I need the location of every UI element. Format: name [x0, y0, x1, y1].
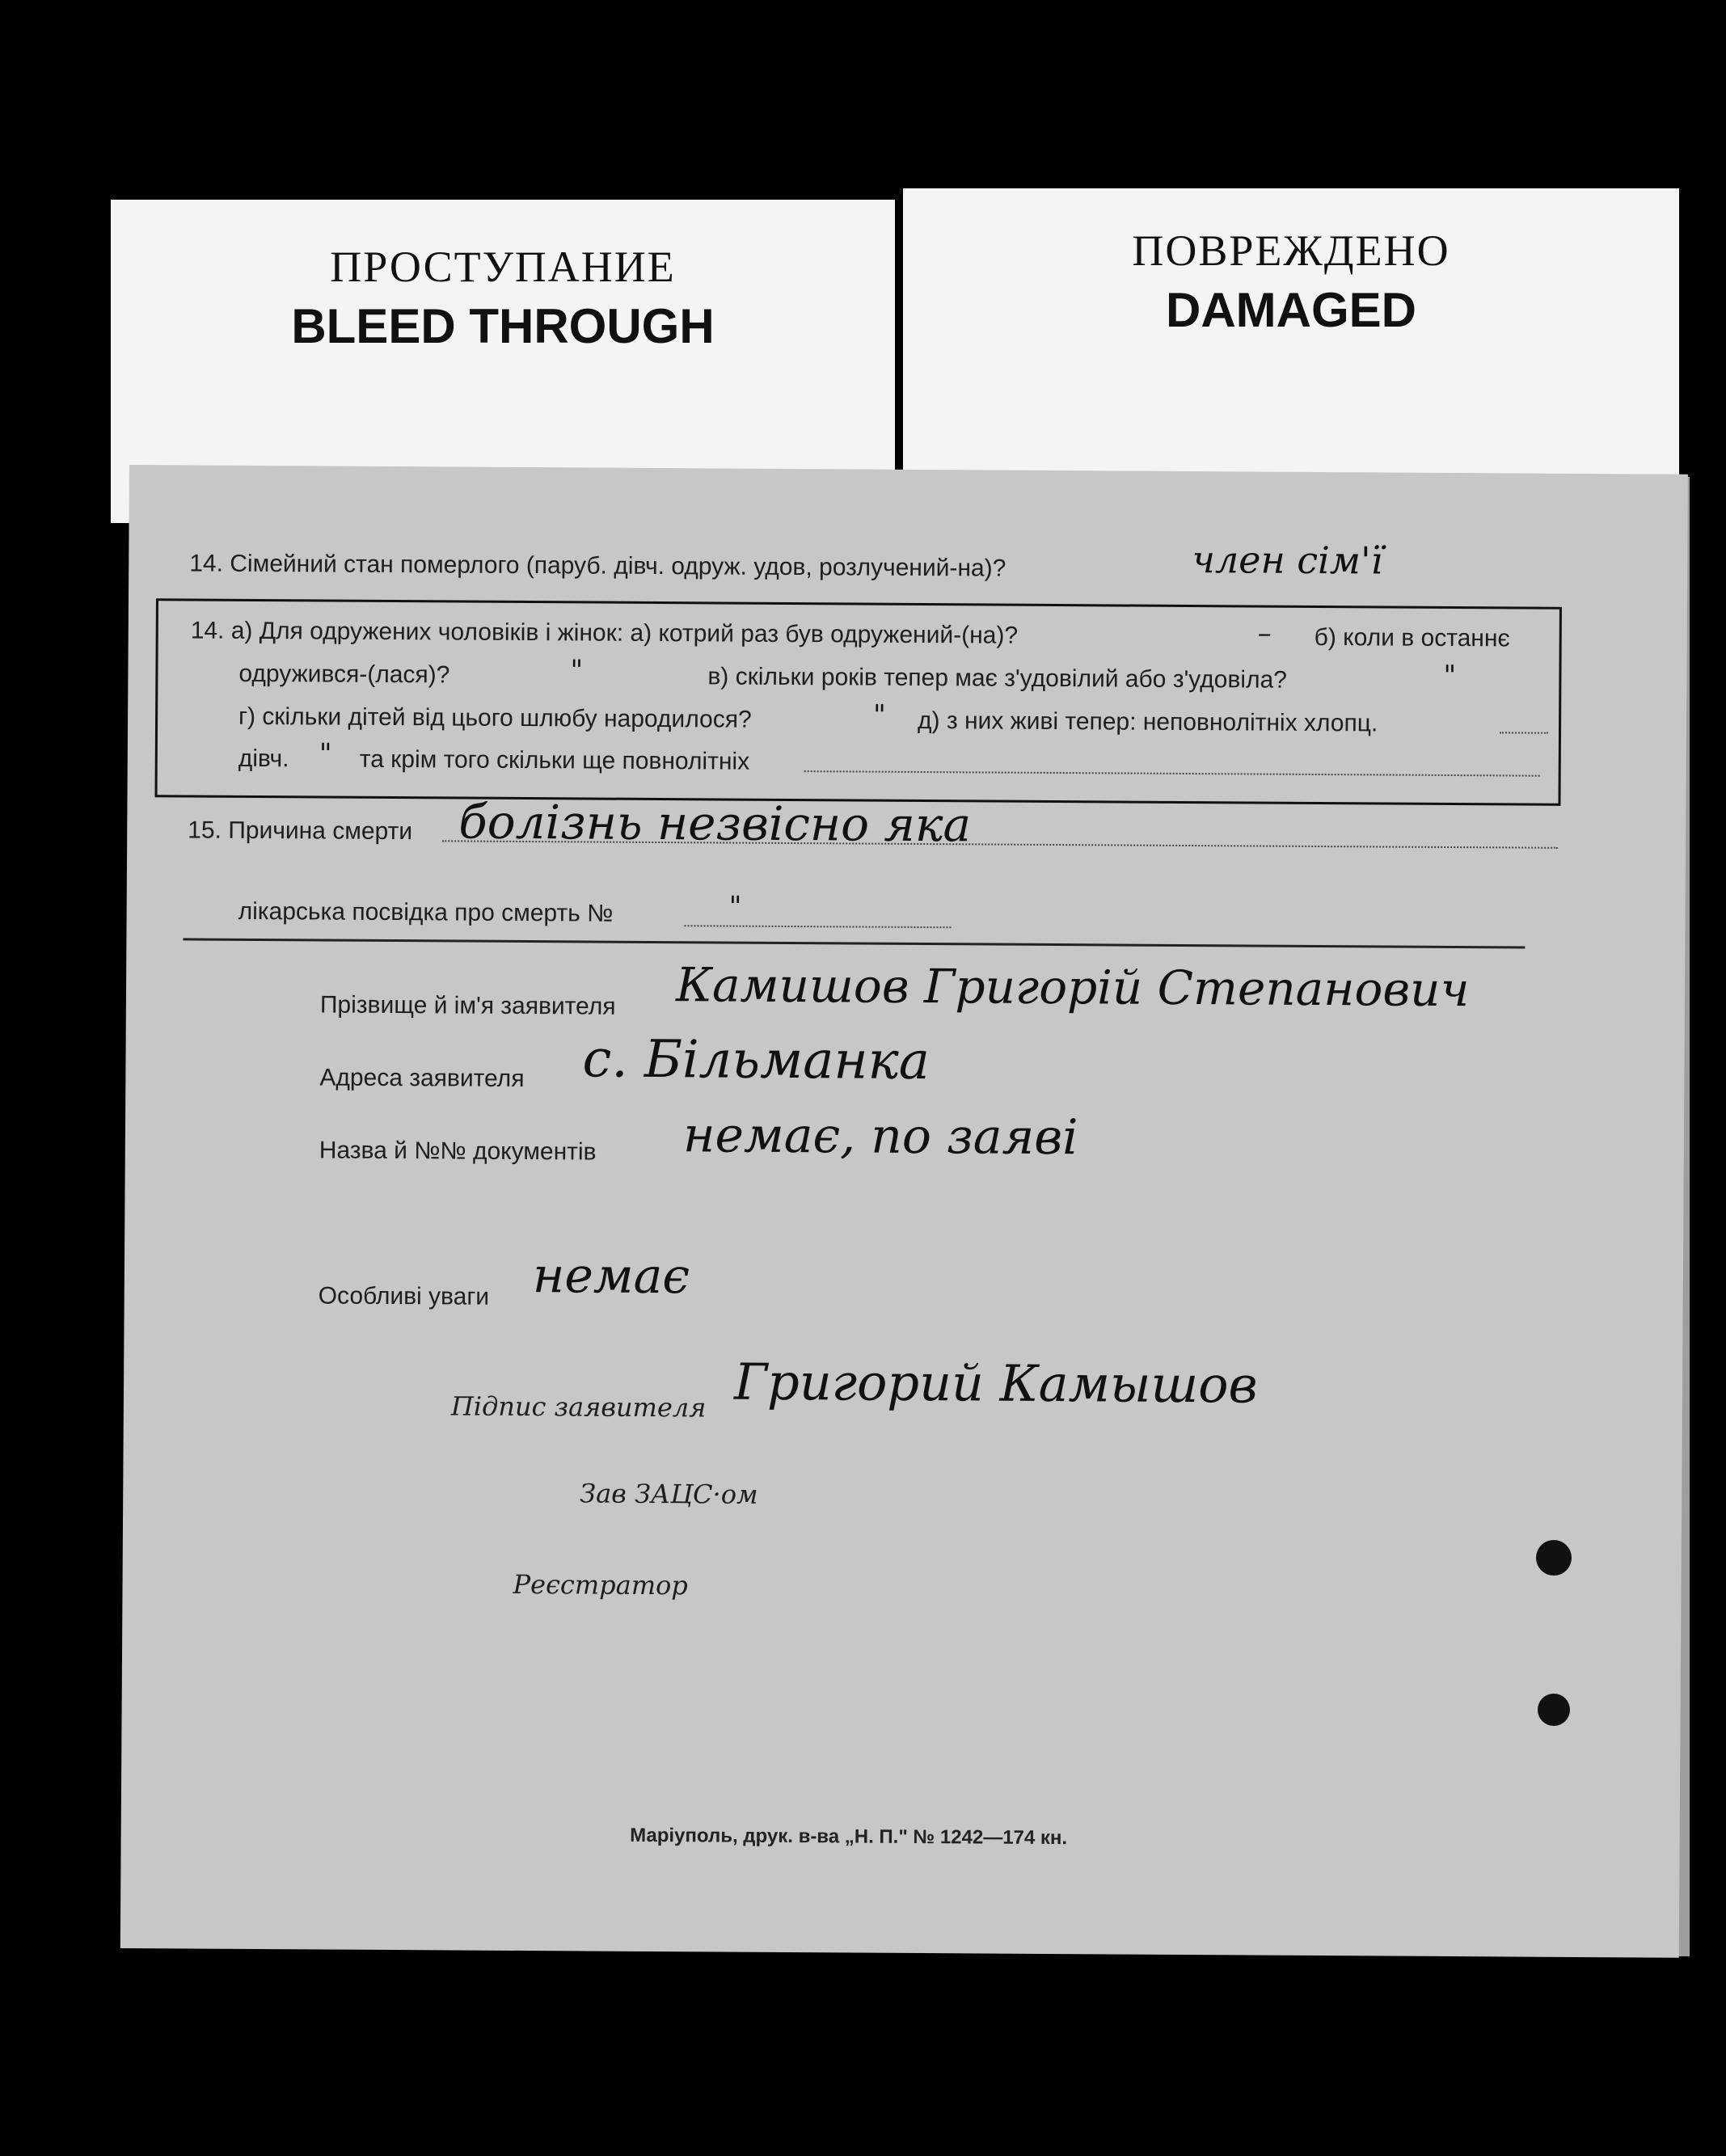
q15-label: 15. Причина смерти [188, 816, 413, 846]
punch-hole-lower [1538, 1694, 1570, 1726]
q14a-line2b: в) скільки років тепер має з'удовілий або з'удовіла? [707, 663, 1288, 694]
signature-answer: Григорий Камышов [733, 1352, 1258, 1415]
q14a-line4-dots [804, 770, 1540, 777]
damaged-ru: ПОВРЕЖДЕНО [1132, 226, 1450, 275]
certificate-dots [685, 925, 952, 928]
documents-answer: немає, по заяві [682, 1107, 1078, 1167]
q14-answer: член сім'ї [1192, 538, 1383, 583]
applicant-address-label: Адреса заявителя [319, 1064, 525, 1092]
q14a-box [154, 598, 1561, 806]
documents-label: Назва й №№ документів [319, 1137, 597, 1166]
q14a-line4b: та крім того скільки ще повнолітніх [359, 745, 750, 775]
q14-label: 14. Сімейний стан померлого (паруб. дівч. одруж. удов, розлучений-на)? [189, 550, 1006, 582]
bleed-through-en: BLEED THROUGH [291, 299, 715, 353]
q14a-line3-answer: " [873, 698, 886, 732]
q14a-line2b-answer: " [1443, 659, 1457, 693]
q15-answer: болізнь незвісно яка [458, 794, 972, 853]
q14a-line3b: д) з них живі тепер: неповнолітніх хлопц. [917, 707, 1378, 737]
certificate-label: лікарська посвідка про смерть № [238, 897, 614, 927]
certificate-answer: " [728, 890, 742, 923]
printer-footer: Маріуполь, друк. в-ва „Н. П." № 1242—174 кн. [630, 1824, 1068, 1850]
remarks-label: Особливі уваги [318, 1282, 490, 1310]
head-label: Зав ЗАЦС·ом [580, 1478, 758, 1510]
section-rule [183, 938, 1525, 948]
punch-hole [1536, 1540, 1572, 1576]
registrar-label: Реєстратор [513, 1568, 688, 1601]
form-sheet [120, 465, 1688, 1958]
q14a-line4: дівч. [238, 745, 289, 773]
q14a-line4-answer: " [319, 737, 332, 770]
applicant-address-answer: с. Більманка [582, 1029, 931, 1092]
q14a-line1: 14. а) Для одружених чоловіків і жінок: а) котрий раз був одружений-(на)? [190, 617, 1019, 649]
q14a-line1b: б) коли в останнє [1314, 623, 1510, 652]
applicant-name-answer: Камишов Григорій Степанович [675, 957, 1470, 1018]
q14a-line3: г) скільки дітей від цього шлюбу народилося? [238, 702, 752, 733]
bleed-through-ru: ПРОСТУПАНИЕ [330, 243, 676, 291]
q14a-line2: одружився-(лася)? [238, 660, 450, 689]
damaged-en: DAMAGED [1166, 283, 1416, 337]
remarks-answer: немає [532, 1247, 690, 1306]
q14a-line1-answer: – [1257, 617, 1272, 650]
signature-label: Підпис заявителя [450, 1390, 707, 1424]
q14a-line2-answer: " [570, 654, 584, 687]
applicant-name-label: Прізвище й ім'я заявителя [319, 991, 616, 1020]
damaged-tag [903, 188, 1679, 479]
q14a-line3-dots [1500, 732, 1548, 733]
